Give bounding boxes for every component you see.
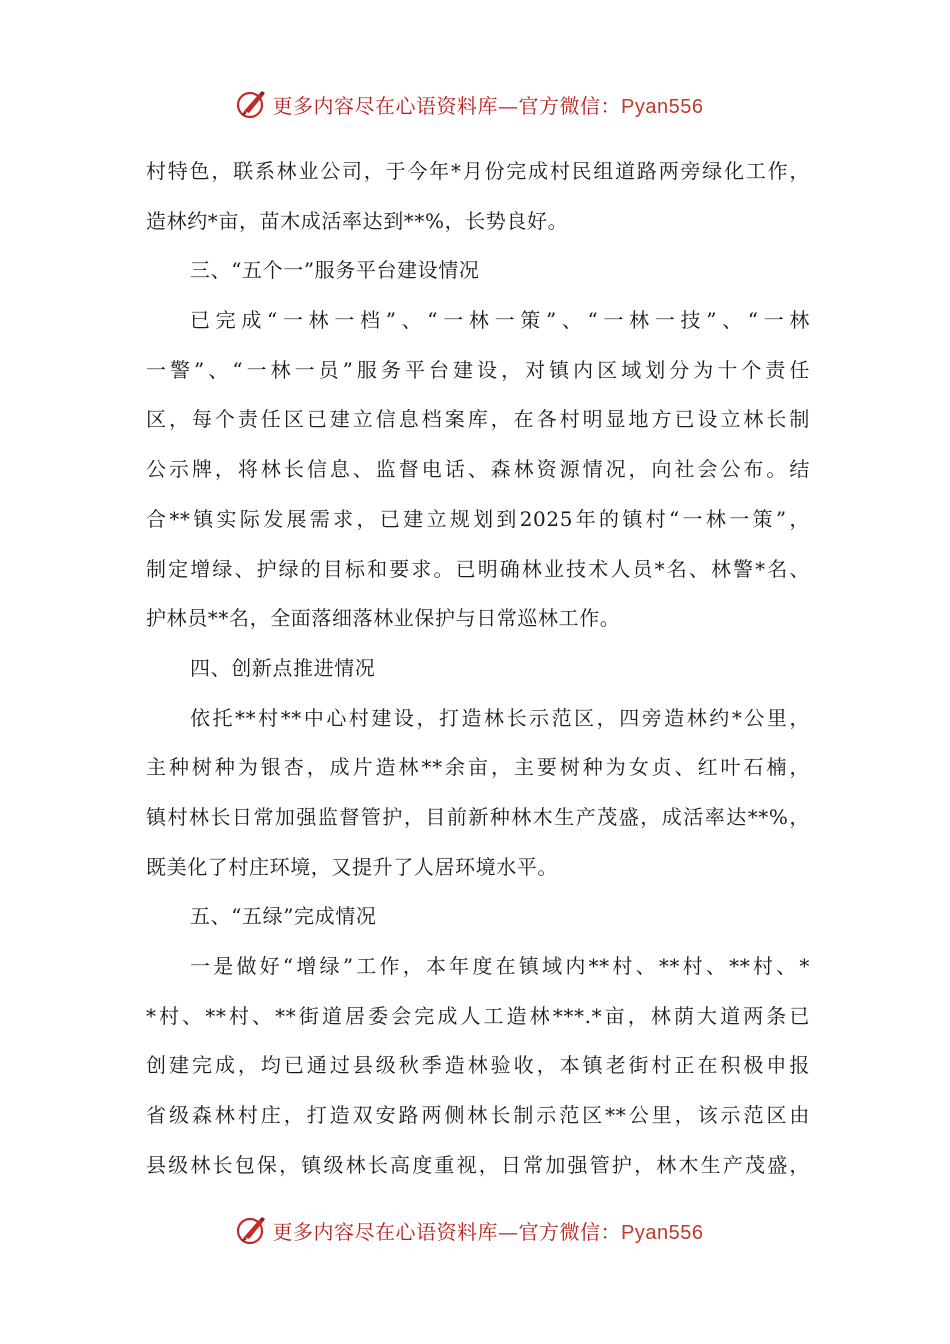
text-line: 区，每个责任区已建立信息档案库，在各村明显地方已设立林长制	[146, 407, 810, 432]
text-line: 县级林长包保，镇级林长高度重视，日常加强管护，林木生产茂盛，	[146, 1152, 810, 1177]
text-line: *村、**村、**街道居委会完成人工造林***.*亩，林荫大道两条已	[146, 1003, 810, 1028]
footer-banner	[0, 1208, 950, 1252]
section-heading: 三、“五个一”服务平台建设情况	[190, 258, 480, 283]
text-line: 公示牌，将林长信息、监督电话、森林资源情况，向社会公布。结	[146, 457, 810, 482]
header-banner-label	[273, 90, 704, 119]
header-banner-text: 更多内容尽在心语资料库—官方微信：	[272, 93, 622, 118]
footer-banner-label	[273, 1216, 704, 1245]
header-banner	[0, 82, 950, 126]
text-line: 依托**村**中心村建设，打造林长示范区，四旁造林约*公里，	[190, 705, 810, 730]
text-line: 造林约*亩，苗木成活率达到**%，长势良好。	[146, 208, 569, 233]
pen-logo-icon	[235, 1213, 269, 1247]
text-line: 合**镇实际发展需求，已建立规划到2025年的镇村“一林一策”，	[146, 506, 810, 531]
text-line: 镇村林长日常加强监督管护，目前新种林木生产茂盛，成活率达**%，	[146, 804, 810, 829]
header-banner-inner	[235, 87, 704, 121]
text-line: 一警”、“一林一员”服务平台建设，对镇内区域划分为十个责任	[146, 357, 810, 382]
text-line: 主种树种为银杏，成片造林**余亩，主要树种为女贞、红叶石楠，	[146, 755, 810, 780]
footer-banner-wechat: Pyan556	[621, 1221, 704, 1244]
text-line: 制定增绿、护绿的目标和要求。已明确林业技术人员*名、林警*名、	[146, 556, 810, 581]
text-line: 既美化了村庄环境，又提升了人居环境水平。	[146, 854, 558, 879]
text-line: 村特色，联系林业公司，于今年*月份完成村民组道路两旁绿化工作，	[146, 159, 810, 183]
pen-logo-icon	[235, 87, 269, 121]
header-banner-wechat: Pyan556	[621, 95, 704, 118]
text-line: 护林员**名，全面落细落林业保护与日常巡林工作。	[146, 606, 621, 631]
footer-banner-text: 更多内容尽在心语资料库—官方微信：	[272, 1219, 622, 1244]
section-heading: 五、“五绿”完成情况	[190, 904, 377, 929]
document-body	[146, 147, 810, 1190]
text-line: 已完成“一林一档”、“一林一策”、“一林一技”、“一林	[190, 308, 810, 333]
footer-banner-inner	[235, 1213, 704, 1247]
section-heading: 四、创新点推进情况	[190, 655, 376, 680]
text-line: 一是做好“增绿”工作，本年度在镇域内**村、**村、**村、*	[190, 954, 810, 978]
text-line: 省级森林村庄，打造双安路两侧林长制示范区**公里，该示范区由	[146, 1103, 810, 1128]
text-line: 创建完成，均已通过县级秋季造林验收，本镇老街村正在积极申报	[146, 1053, 810, 1078]
